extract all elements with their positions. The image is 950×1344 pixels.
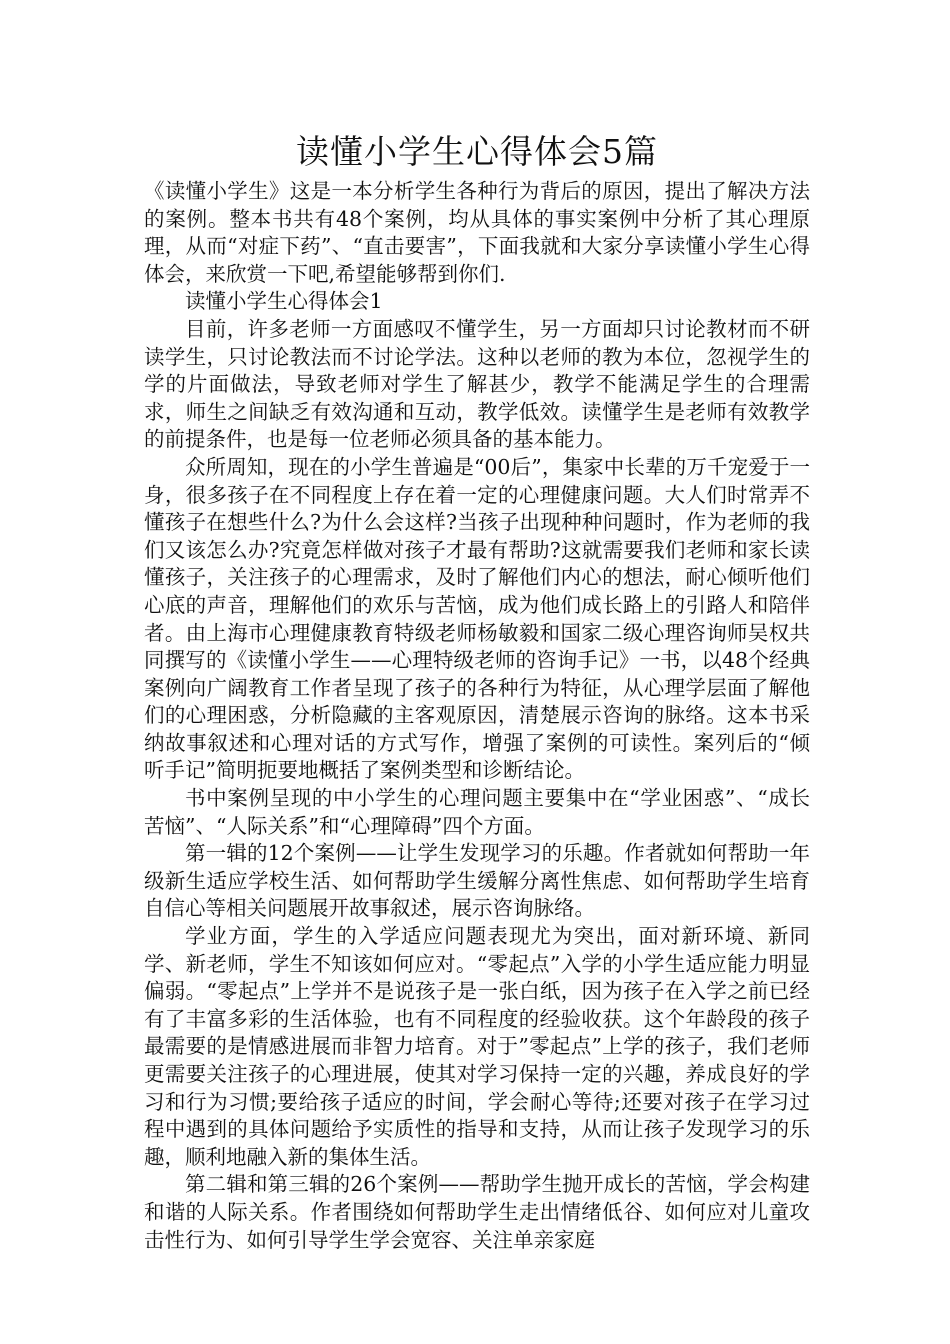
body-paragraph-2: 众所周知，现在的小学生普遍是“00后”，集家中长辈的万千宠爱于一身，很多孩子在不同程度上存在着一定的心理健康问题。大人们时常弄不懂孩子在想些什么?为什么会这样?当孩子出现种种问题时，作为老师的我们又该怎么办?究竟怎样做对孩子才最有帮助?这就需要我们老师和家长读懂孩子，关注孩子的心理需求，及时了解他们内心的想法，耐心倾听他们心底的声音，理解他们的欢乐与苦恼，成为他们成长路上的引路人和陪伴者。由上海市心理健康教育特级老师杨敏毅和国家二级心理咨询师吴权共同撰写的《读懂小学生——心理特级老师的咨询手记》一书，以48个经典案例向广阔教育工作者呈现了孩子的各种行为特征，从心理学层面了解他们的心理困惑，分析隐藏的主客观原因，清楚展示咨询的脉络。这本书采纳故事叙述和心理对话的方式写作，增强了案例的可读性。案列后的“倾听手记”简明扼要地概括了案例类型和诊断结论。 (144, 454, 810, 783)
document-page (144, 128, 810, 1254)
body-paragraph-6: 第二辑和第三辑的26个案例——帮助学生抛开成长的苦恼，学会构建和谐的人际关系。作者围绕如何帮助学生走出情绪低谷、如何应对儿童攻击性行为、如何引导学生学会宽容、关注单亲家庭 (144, 1172, 810, 1252)
body-paragraph-5: 学业方面，学生的入学适应问题表现尤为突出，面对新环境、新同学、新老师，学生不知该如何应对。“零起点”入学的小学生适应能力明显偏弱。“零起点”上学并不是说孩子是一张白纸，因为孩子在入学之前已经有了丰富多彩的生活体验，也有不同程度的经验收获。这个年龄段的孩子最需要的是情感进展而非智力培育。对于”零起点”上学的孩子，我们老师更需要关注孩子的心理进展，使其对学习保持一定的兴趣，养成良好的学习和行为习惯;要给孩子适应的时间，学会耐心等待;还要对孩子在学习过程中遇到的具体问题给予实质性的指导和支持，从而让孩子发现学习的乐趣，顺利地融入新的集体生活。 (144, 924, 810, 1169)
body-paragraph-4: 第一辑的12个案例——让学生发现学习的乐趣。作者就如何帮助一年级新生适应学校生活、如何帮助学生缓解分离性焦虑、如何帮助学生培育自信心等相关问题展开故事叙述，展示咨询脉络。 (144, 841, 810, 921)
document-title: 读懂小学生心得体会5篇 (296, 132, 658, 171)
body-paragraph-1: 目前，许多老师一方面感叹不懂学生，另一方面却只讨论教材而不研读学生，只讨论教法而不讨论学法。这种以老师的教为本位，忽视学生的学的片面做法，导致老师对学生了解甚少，教学不能满足学生的合理需求，师生之间缺乏有效沟通和互动，教学低效。读懂学生是老师有效教学的前提条件，也是每一位老师必须具备的基本能力。 (144, 316, 810, 452)
body-paragraph-3: 书中案例呈现的中小学生的心理问题主要集中在“学业困惑”、“成长苦恼”、“人际关系”和“心理障碍”四个方面。 (144, 786, 810, 838)
section-heading: 读懂小学生心得体会1 (185, 289, 383, 314)
intro-paragraph: 《读懂小学生》这是一本分析学生各种行为背后的原因，提出了解决方法的案例。整本书共有48个案例，均从具体的事实案例中分析了其心理原理，从而“对症下药”、“直击要害”，下面我就和大家分享读懂小学生心得体会，来欣赏一下吧,希望能够帮到你们. (144, 179, 810, 286)
